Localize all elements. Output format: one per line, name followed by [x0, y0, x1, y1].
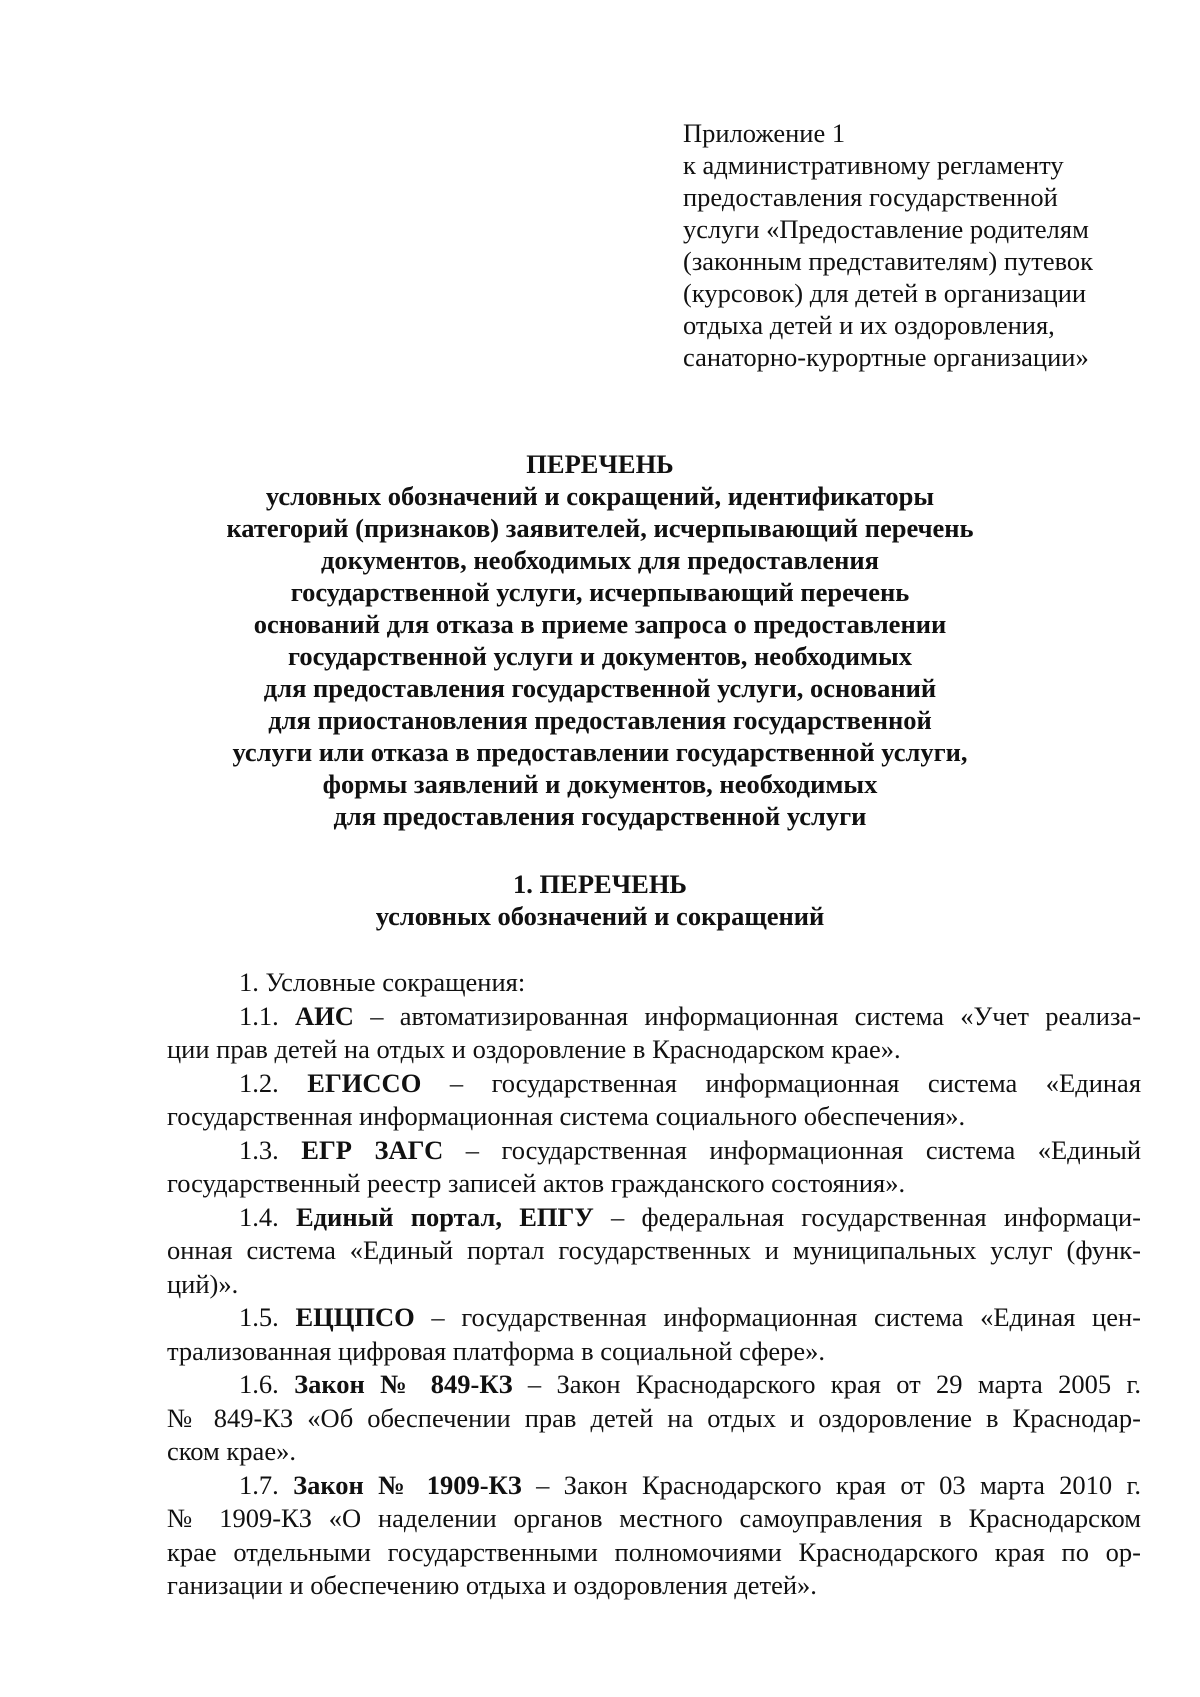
list-item-line: государственный реестр записей актов гражданского состояния». [167, 1168, 906, 1198]
list-item-line: ском крае». [167, 1436, 296, 1466]
item-definition: – государственная информационная система «Единая цен- [414, 1302, 1141, 1332]
title-line: категорий (признаков) заявителей, исчерпывающий перечень [226, 513, 974, 543]
list-item-first-line [167, 1469, 1141, 1503]
title-line: для предоставления государственной услуги, оснований [263, 673, 937, 703]
list-item-first-line [167, 1301, 1141, 1335]
item-number: 1.7. [239, 1469, 279, 1500]
title-line: государственной услуги и документов, необходимых [288, 641, 912, 671]
title-line: для предоставления государственной услуги [333, 801, 867, 831]
title-line: услуги или отказа в предоставлении государственной услуги, [232, 737, 968, 767]
appendix-line: Приложение 1 [683, 118, 846, 148]
title-line: условных обозначений и сокращений, идентификаторы [265, 481, 935, 511]
item-number: 1.6. [239, 1369, 279, 1399]
appendix-line: к административному регламенту [683, 150, 1064, 180]
title-line: документов, необходимых для предоставления [320, 545, 879, 575]
item-number: 1.2. [239, 1067, 279, 1098]
list-item-line: крае отдельными государственными полномочиями Краснодарского края по ор- [167, 1536, 1141, 1567]
item-number: 1.4. [239, 1201, 279, 1232]
list-item-first-line [167, 1368, 1141, 1402]
item-term: ЕГИССО [307, 1067, 422, 1098]
list-item-line: ганизации и обеспечению отдыха и оздоровления детей». [167, 1570, 817, 1600]
appendix-line: отдыха детей и их оздоровления, [683, 310, 1055, 340]
section-subheading: условных обозначений и сокращений [375, 901, 825, 931]
list-item-line: № 1909-КЗ «О наделении органов местного самоуправления в Краснодарском [167, 1503, 1141, 1533]
item-definition: – Закон Краснодарского края от 29 марта 2005 г. [512, 1369, 1141, 1399]
list-item-first-line [167, 1000, 1141, 1034]
list-item-line: государственная информационная система социального обеспечения». [167, 1101, 966, 1131]
item-number: 1.5. [239, 1302, 279, 1332]
item-definition: – автоматизированная информационная система «Учет реализа- [353, 1000, 1141, 1031]
item-term: АИС [295, 1000, 354, 1031]
appendix-line: услуги «Предоставление родителям [683, 214, 1089, 244]
item-definition: – федеральная государственная информаци- [593, 1201, 1141, 1232]
appendix-line: (курсовок) для детей в организации [683, 278, 1087, 308]
section-title [150, 868, 1050, 932]
title-line: оснований для отказа в приеме запроса о предоставлении [253, 609, 947, 639]
appendix-header [683, 117, 1123, 373]
title-line: государственной услуги, исчерпывающий перечень [290, 577, 910, 607]
appendix-line: предоставления государственной [683, 182, 1058, 212]
list-item-line: трализованная цифровая платформа в социальной сфере». [167, 1335, 826, 1366]
list-item-line: ции прав детей на отдых и оздоровление в Краснодарском крае». [167, 1034, 901, 1064]
title-line: для приостановления предоставления государственной [268, 705, 932, 735]
title-line: формы заявлений и документов, необходимых [322, 769, 878, 799]
item-definition: – государственная информационная система «Единая [421, 1067, 1142, 1098]
list-intro: 1. Условные сокращения: [239, 967, 526, 997]
item-term: Закон № 1909-КЗ [293, 1469, 522, 1500]
list-item-first-line [167, 1201, 1141, 1235]
section-heading: 1. ПЕРЕЧЕНЬ [513, 869, 687, 899]
item-definition: – Закон Краснодарского края от 03 марта 2010 г. [521, 1469, 1142, 1500]
list-item-line: № 849-КЗ «Об обеспечении прав детей на отдых и оздоровление в Краснодар- [167, 1402, 1141, 1433]
list-item-line: онная система «Единый портал государственных и муниципальных услуг (функ- [167, 1235, 1141, 1265]
item-term: ЕЦЦПСО [295, 1302, 415, 1332]
list-item-first-line [167, 1134, 1141, 1168]
appendix-line: санаторно-курортные организации» [683, 342, 1089, 372]
title-heading: ПЕРЕЧЕНЬ [526, 449, 674, 479]
appendix-line: (законным представителям) путевок [683, 246, 1094, 276]
item-definition: – государственная информационная система «Единый [443, 1134, 1142, 1165]
item-term: Закон № 849-КЗ [294, 1369, 513, 1399]
item-term: Единый портал, ЕПГУ [295, 1201, 594, 1232]
abbreviations-list [167, 966, 1141, 1603]
item-number: 1.3. [239, 1134, 279, 1165]
item-number: 1.1. [239, 1000, 279, 1031]
list-item-line: ций)». [167, 1268, 239, 1299]
document-title [150, 448, 1050, 832]
item-term: ЕГР ЗАГС [301, 1134, 444, 1165]
list-item-first-line [167, 1067, 1141, 1101]
